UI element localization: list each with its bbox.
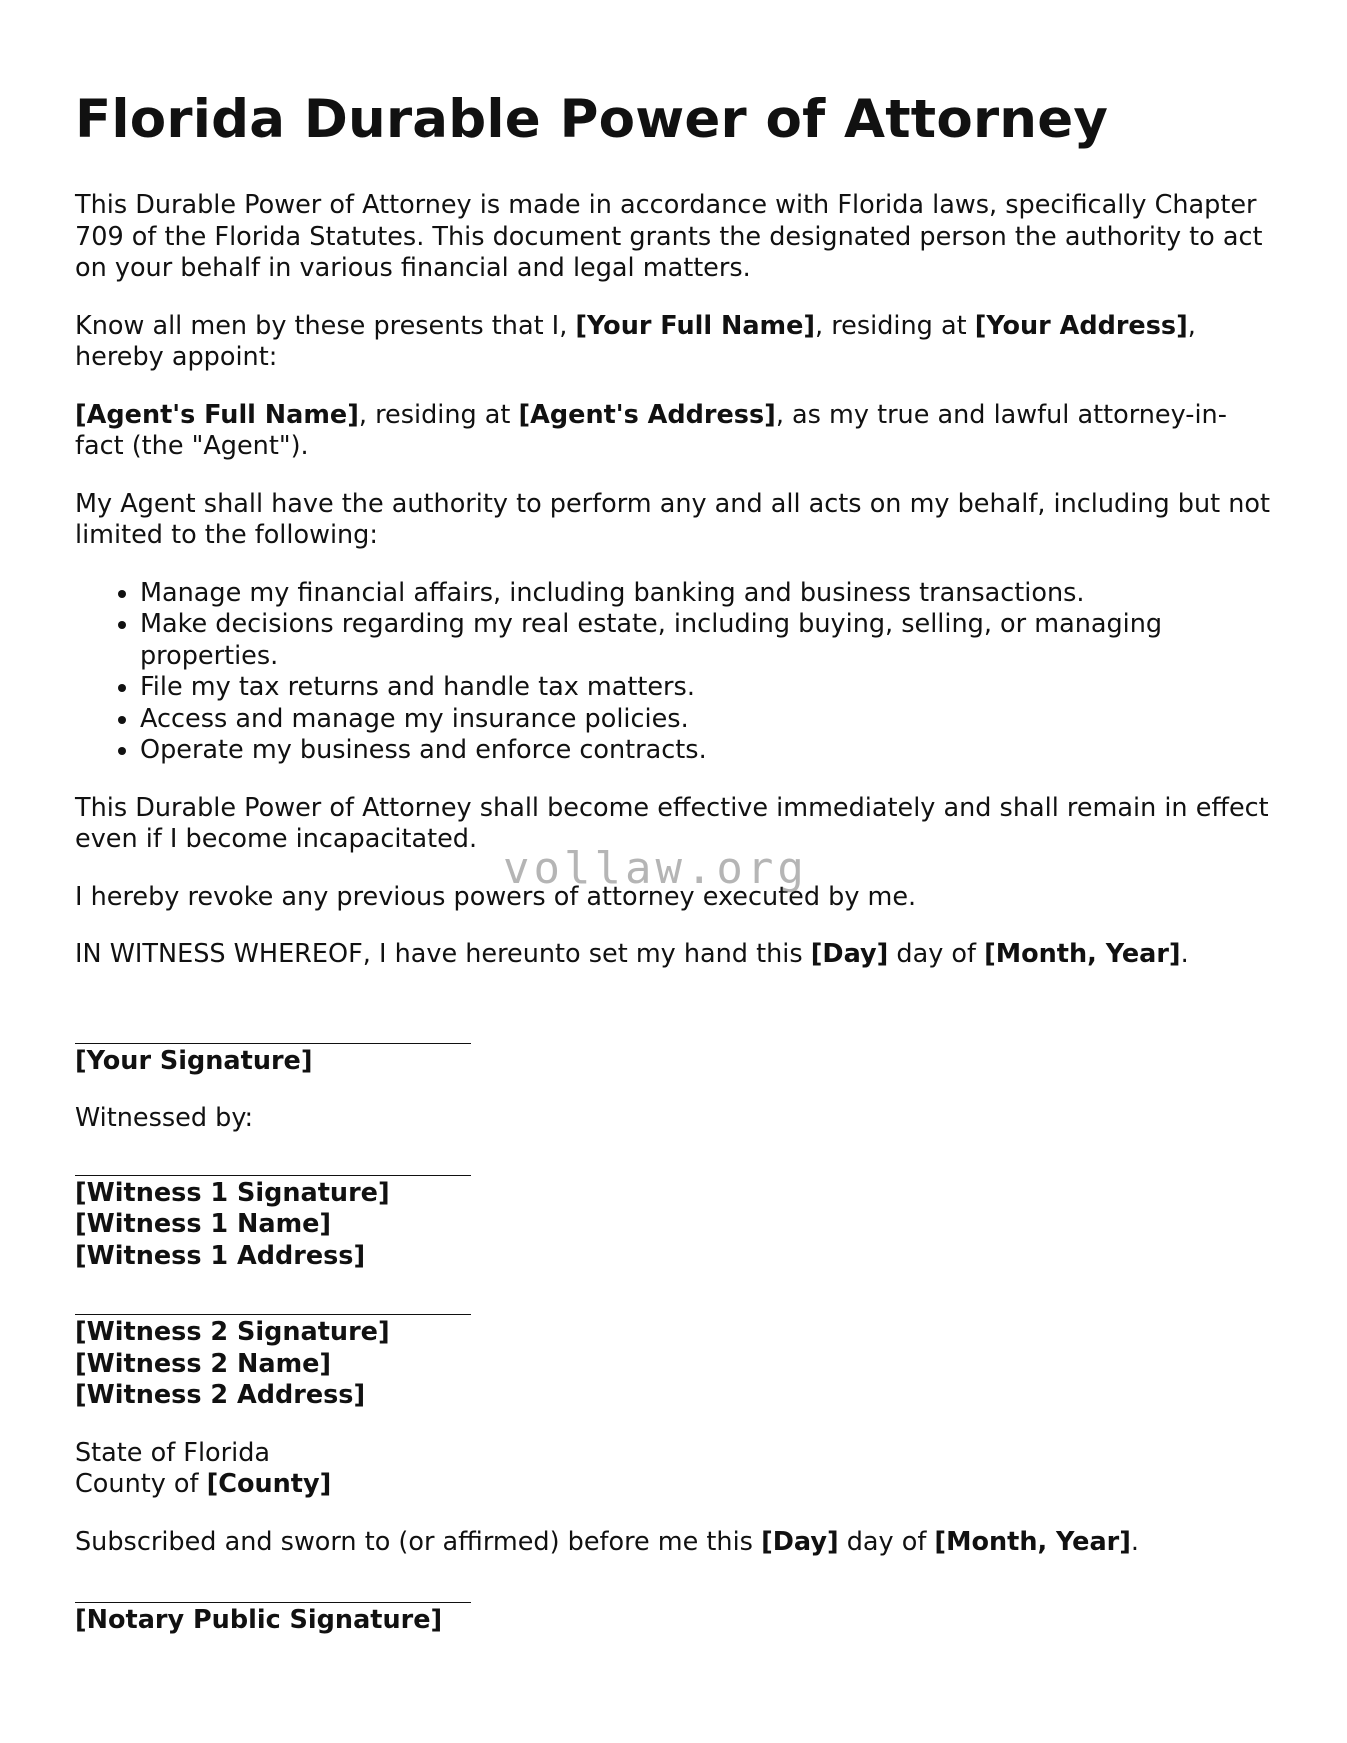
notary-signature-line (75, 1602, 471, 1603)
list-item: • Make decisions regarding my real estate, including buying, selling, or managing properties. (140, 609, 1275, 672)
sworn-mid: day of (838, 1526, 935, 1557)
notary-day-placeholder: [Day] (761, 1526, 839, 1557)
agent-name-placeholder: [Agent's Full Name] (75, 399, 359, 430)
notary-venue (75, 1438, 1275, 1501)
agent-mid: , residing at (358, 399, 519, 430)
principal-signature-line (75, 1043, 471, 1044)
agent-address-placeholder: [Agent's Address] (518, 399, 776, 430)
appointment-paragraph (75, 311, 1275, 374)
witness2-address-label: [Witness 2 Address] (75, 1380, 366, 1410)
witness-clause-mid: day of (888, 939, 985, 969)
witness-clause (75, 939, 1275, 971)
effective-paragraph: This Durable Power of Attorney shall become effective immediately and shall remain in effect even if I become incapacitated. (75, 792, 1269, 854)
list-item: • File my tax returns and handle tax matters. (140, 672, 1275, 704)
authority-intro: My Agent shall have the authority to perform any and all acts on my behalf, including but not limited to the following: (75, 488, 1270, 550)
witness2-signature-line (75, 1314, 471, 1315)
appoint-mid: , residing at (815, 310, 975, 341)
notary-signature-label: [Notary Public Signature] (75, 1605, 443, 1635)
spacer (75, 1272, 1275, 1314)
witness-clause-post: . (1180, 939, 1189, 969)
list-item: • Operate my business and enforce contracts. (140, 735, 1275, 767)
sworn-pre: Subscribed and sworn to (or affirmed) before me this (75, 1526, 762, 1557)
witness1-signature-label: [Witness 1 Signature] (75, 1177, 390, 1208)
watermark: vollaw.org (503, 843, 808, 894)
principal-name-placeholder: [Your Full Name] (575, 310, 816, 341)
principal-address-placeholder: [Your Address] (974, 310, 1188, 341)
spacer (75, 1584, 1275, 1602)
witness2-name-label: [Witness 2 Name] (75, 1348, 332, 1379)
sworn-post: . (1130, 1526, 1139, 1557)
witness2-signature-label: [Witness 2 Signature] (75, 1317, 390, 1347)
page-title: Florida Durable Power of Attorney (75, 89, 1109, 150)
notary-month-year-placeholder: [Month, Year] (934, 1526, 1131, 1557)
powers-list (75, 578, 1275, 767)
witness1-name-label: [Witness 1 Name] (75, 1209, 332, 1239)
month-year-placeholder: [Month, Year] (984, 939, 1181, 969)
revocation-paragraph: I hereby revoke any previous powers of attorney executed by me. (75, 881, 917, 912)
witness-clause-pre: IN WITNESS WHEREOF, I have hereunto set my hand this (75, 939, 811, 969)
spacer (75, 997, 1275, 1043)
witness1-block (75, 1178, 1275, 1273)
state-label: State of Florida (75, 1437, 271, 1468)
notary-sworn-clause (75, 1527, 1275, 1559)
spacer (75, 1161, 1275, 1175)
witness1-signature-line (75, 1175, 471, 1176)
appoint-post: , hereby appoint: (75, 310, 1196, 372)
appoint-pre: Know all men by these presents that I, (75, 310, 576, 341)
day-placeholder: [Day] (810, 939, 889, 969)
agent-paragraph (75, 400, 1275, 463)
county-placeholder: [County] (206, 1469, 332, 1499)
witness1-address-label: [Witness 1 Address] (75, 1240, 366, 1271)
list-item: • Access and manage my insurance policies. (140, 704, 1275, 736)
principal-signature-label: [Your Signature] (75, 1045, 313, 1076)
witness2-block (75, 1317, 1275, 1412)
list-item: • Manage my financial affairs, including banking and business transactions. (140, 578, 1275, 610)
intro-paragraph: This Durable Power of Attorney is made in accordance with Florida laws, specifically Chapter 709 of the Florida Statutes. This document grants the designated person the authority to act on your behalf in various financial and legal matters. (75, 190, 1263, 283)
county-pre: County of (75, 1469, 207, 1499)
witnessed-by-label: Witnessed by: (75, 1103, 254, 1133)
agent-post: , as my true and lawful attorney-in-fact (the "Agent"). (75, 399, 1227, 461)
